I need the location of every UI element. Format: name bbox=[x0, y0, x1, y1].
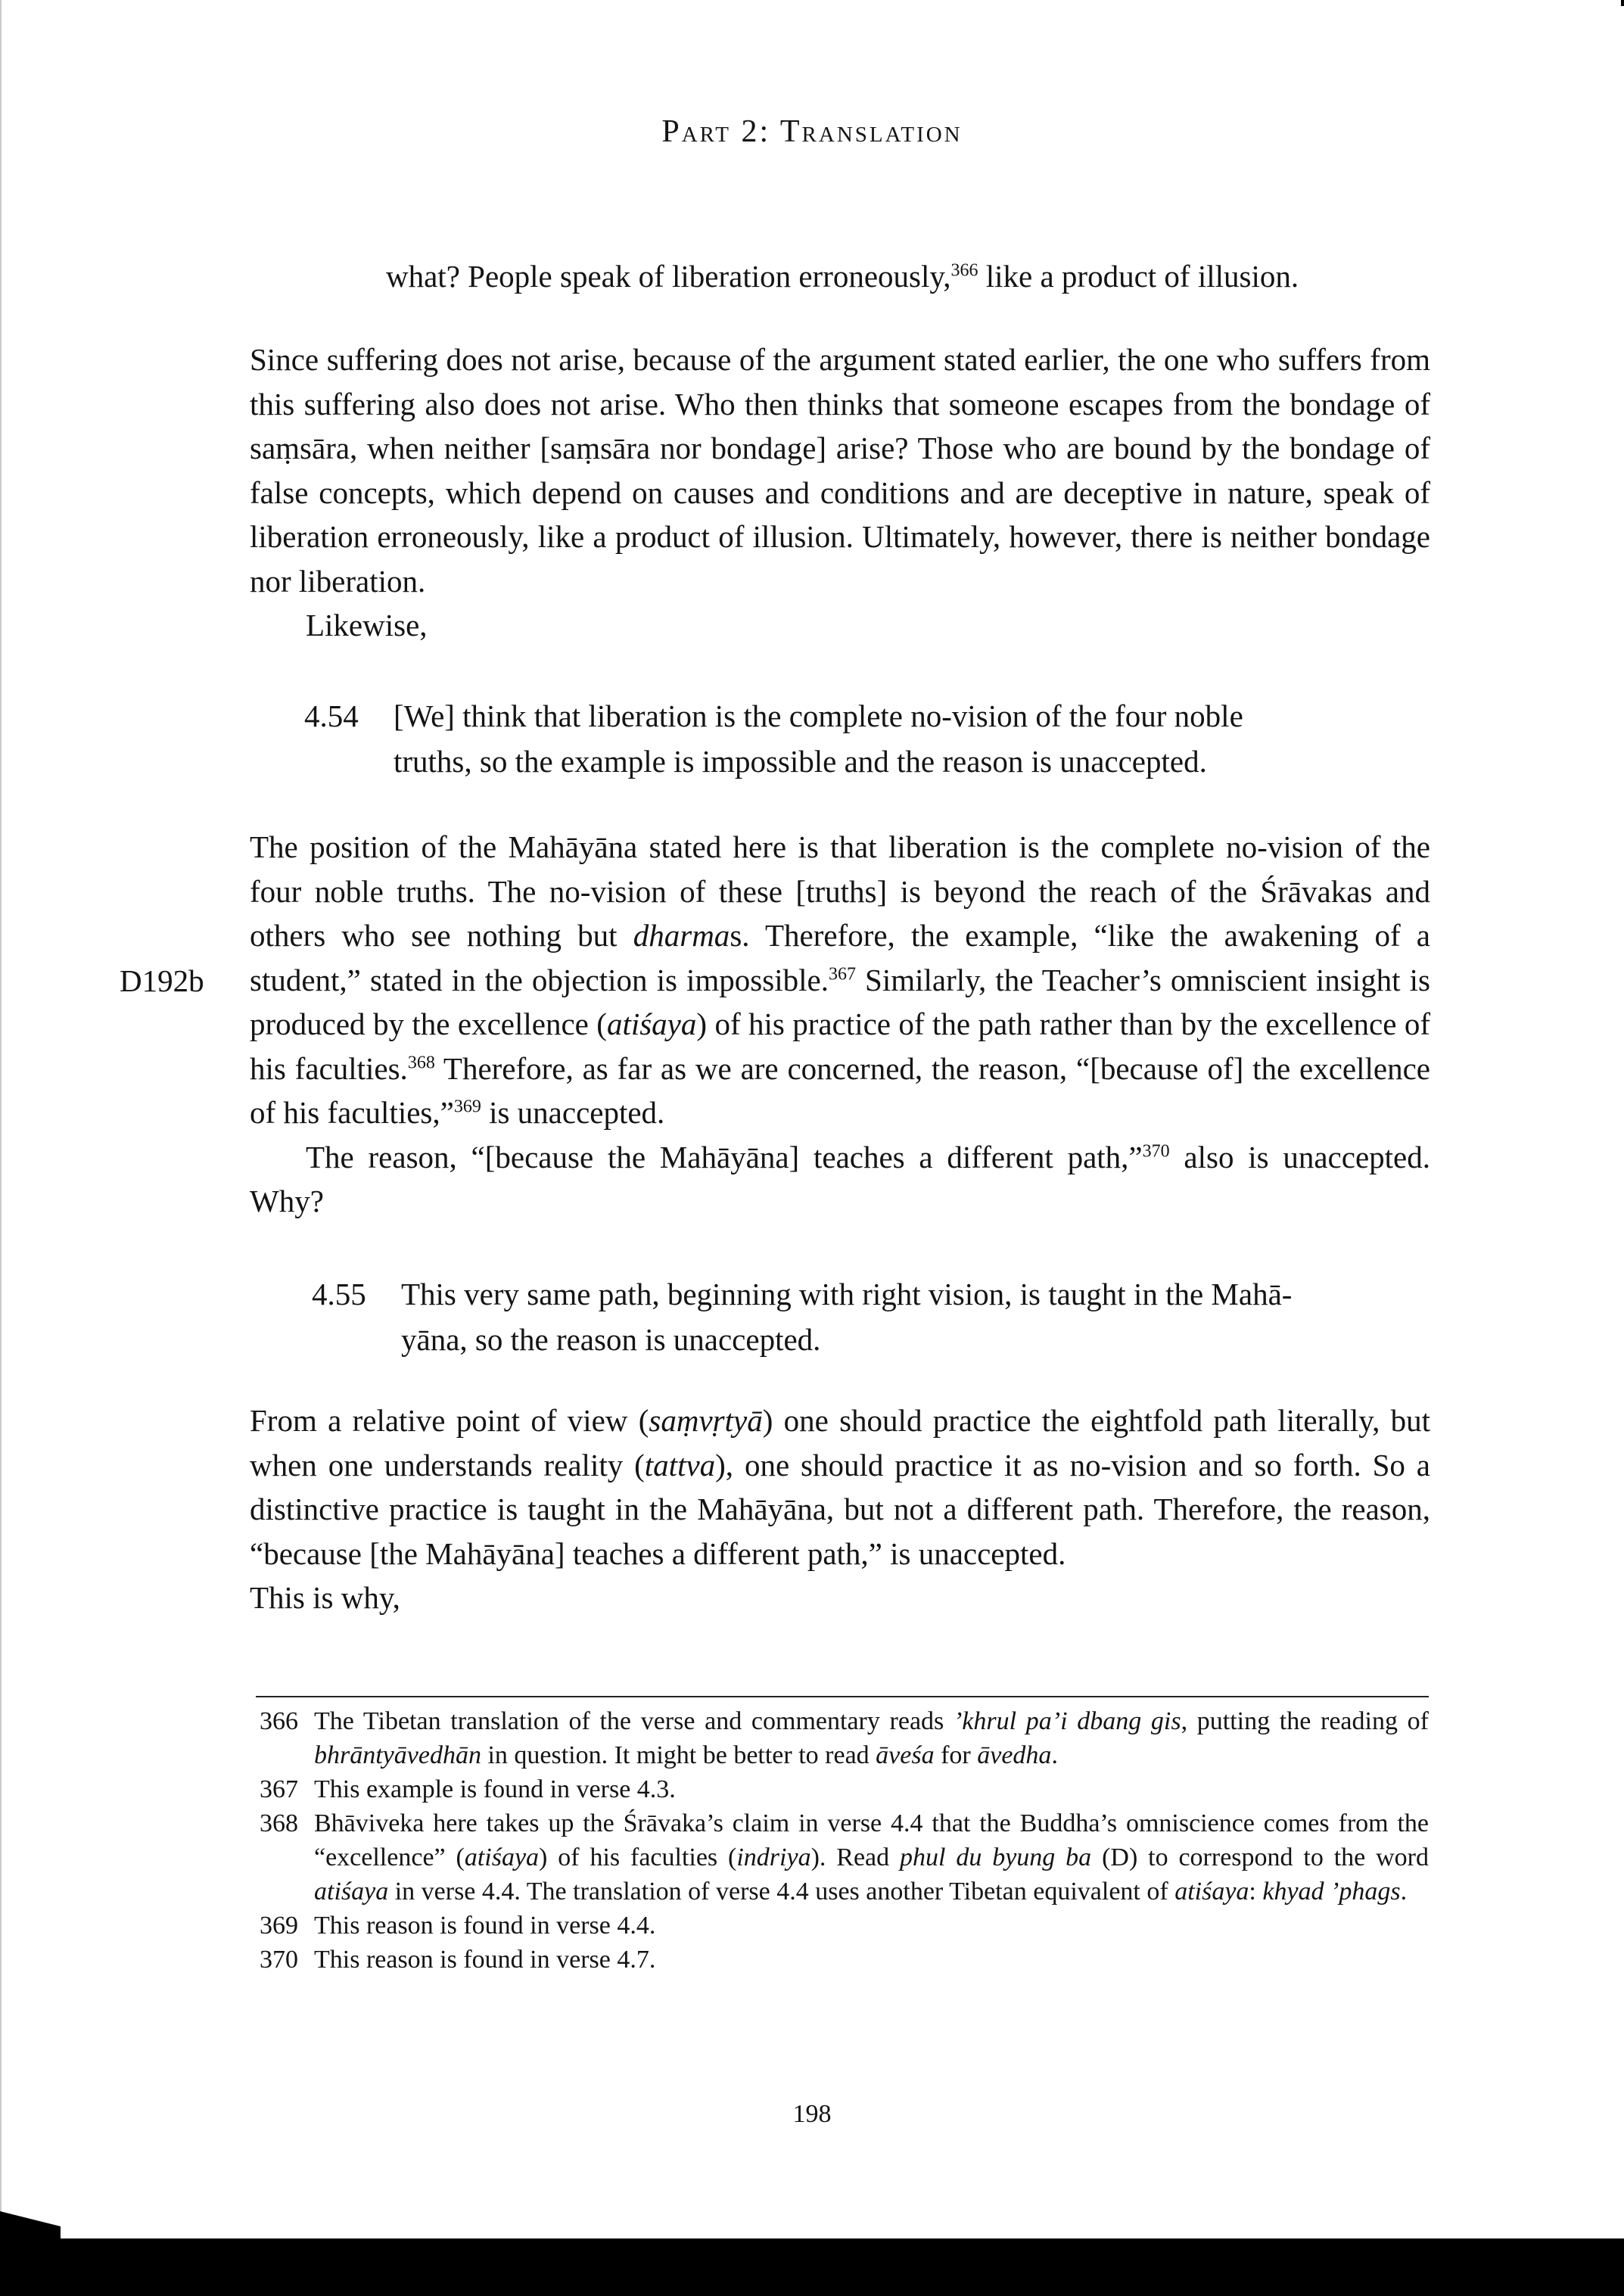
footnote-ref-370[interactable]: 370 bbox=[1142, 1140, 1170, 1161]
commentary-paragraph-3: The reason, “[because the Mahāyāna] teaches a different path,”$^{370}$ also is unaccepted. Why? bbox=[250, 1139, 1430, 1218]
scan-corner-mark bbox=[1621, 0, 1624, 6]
footnote-367: 367 This example is found in verse 4.3. bbox=[260, 1775, 676, 1803]
running-header: Part 2: Translation bbox=[661, 114, 963, 149]
footnote-ref-367[interactable]: 367 bbox=[828, 963, 856, 984]
likewise-line: Likewise, bbox=[306, 608, 428, 642]
footnote-368: 368 Bhāviveka here takes up the Śrāvaka’s claim in verse 4.4 that the Buddha’s omniscience comes from the “excellence” (atiśaya) of his faculties (indriya). Read phul du byung ba (D) to correspond to the word atiśaya in verse 4.4. The translation of verse 4.4 uses another Tibetan equivalent of atiśaya: khyad ’phags. bbox=[260, 1809, 1429, 1906]
footnote-ref-366[interactable]: 366 bbox=[950, 260, 978, 281]
verse-line-2: yāna, so the reason is unaccepted. bbox=[401, 1322, 821, 1357]
footnote-370: 370 This reason is found in verse 4.7. bbox=[260, 1946, 656, 1974]
footnote-ref-369[interactable]: 369 bbox=[453, 1097, 481, 1117]
scan-bottom-border bbox=[0, 2238, 1624, 2296]
verse-number: 4.55 bbox=[312, 1277, 366, 1311]
footnote-366: 366 The Tibetan translation of the verse and commentary reads ’khrul pa’i dbang gis, putting the reading of bhrāntyāvedhān in question. It might be better to read āveśa for āvedha. bbox=[260, 1707, 1429, 1769]
this-is-why-line: This is why, bbox=[250, 1580, 400, 1615]
scan-edge bbox=[0, 0, 2, 2238]
page-number: 198 bbox=[792, 2100, 832, 2128]
derge-folio-reference: D192b bbox=[120, 963, 204, 998]
footnote-ref-368[interactable]: 368 bbox=[407, 1052, 435, 1072]
commentary-paragraph-1: Since suffering does not arise, because of the argument stated earlier, the one who suffers from this suffering also does not arise. Who then thinks that someone escapes from the bondage of saṃsāra, when neither [saṃsāra nor bondage] arise? Those who are bound by the bondage of false concepts, which depend on causes and conditions and are deceptive in nature, speak of liberation erroneously, like a product of illusion. Ultimately, however, there is neither bondage nor liberation. Likewise, bbox=[250, 338, 1430, 648]
commentary-paragraph-2: The position of the Mahāyāna stated here is that liberation is the complete no-vision of the four noble truths. The no-vision of these [truths] is beyond the reach of the Śrāvakas and others who see nothing but dharmas. Therefore, the example, “like the awakening of a student,” stated in the objection is impossible.$^{367}$ Similarly, the Teacher’s omniscient insight is produced by the excellence (atiśaya) of his practice of the path rather than by the excellence of his faculties.$^{368}$ Therefore, as far as we are concerned, the reason, “[because of] the excellence of his faculties,”$^{369}$ is unaccepted. The reason, “[because the Mahāyāna] teaches a different path,”$^{370}$ also is unaccepted. Why? bbox=[250, 825, 1430, 1224]
verse-4-54 bbox=[304, 693, 1424, 792]
footnote-rule bbox=[256, 1696, 1429, 1697]
verse-number: 4.54 bbox=[304, 698, 359, 733]
footnotes bbox=[260, 1704, 1429, 1977]
footnote-369: 369 This reason is found in verse 4.4. bbox=[260, 1912, 656, 1940]
verse-line-1: This very same path, beginning with right vision, is taught in the Mahā- bbox=[401, 1277, 1293, 1311]
verse-line-1: [We] think that liberation is the complete no-vision of the four noble bbox=[394, 698, 1243, 733]
verse-4-55 bbox=[312, 1271, 1432, 1370]
commentary-paragraph-4: From a relative point of view (saṃvṛtyā) one should practice the eightfold path literally, but when one understands reality (tattva), one should practice it as no-vision and so forth. So a distinctive practice is taught in the Mahāyāna, but not a different path. Therefore, the reason, “because [the Mahāyāna] teaches a different path,” is unaccepted. This is why, bbox=[250, 1398, 1430, 1620]
verse-continuation: what? People speak of liberation erroneously,$^{366}$ like a product of illusion. bbox=[386, 259, 1299, 294]
verse-line-2: truths, so the example is impossible and the reason is unaccepted. bbox=[394, 744, 1207, 779]
